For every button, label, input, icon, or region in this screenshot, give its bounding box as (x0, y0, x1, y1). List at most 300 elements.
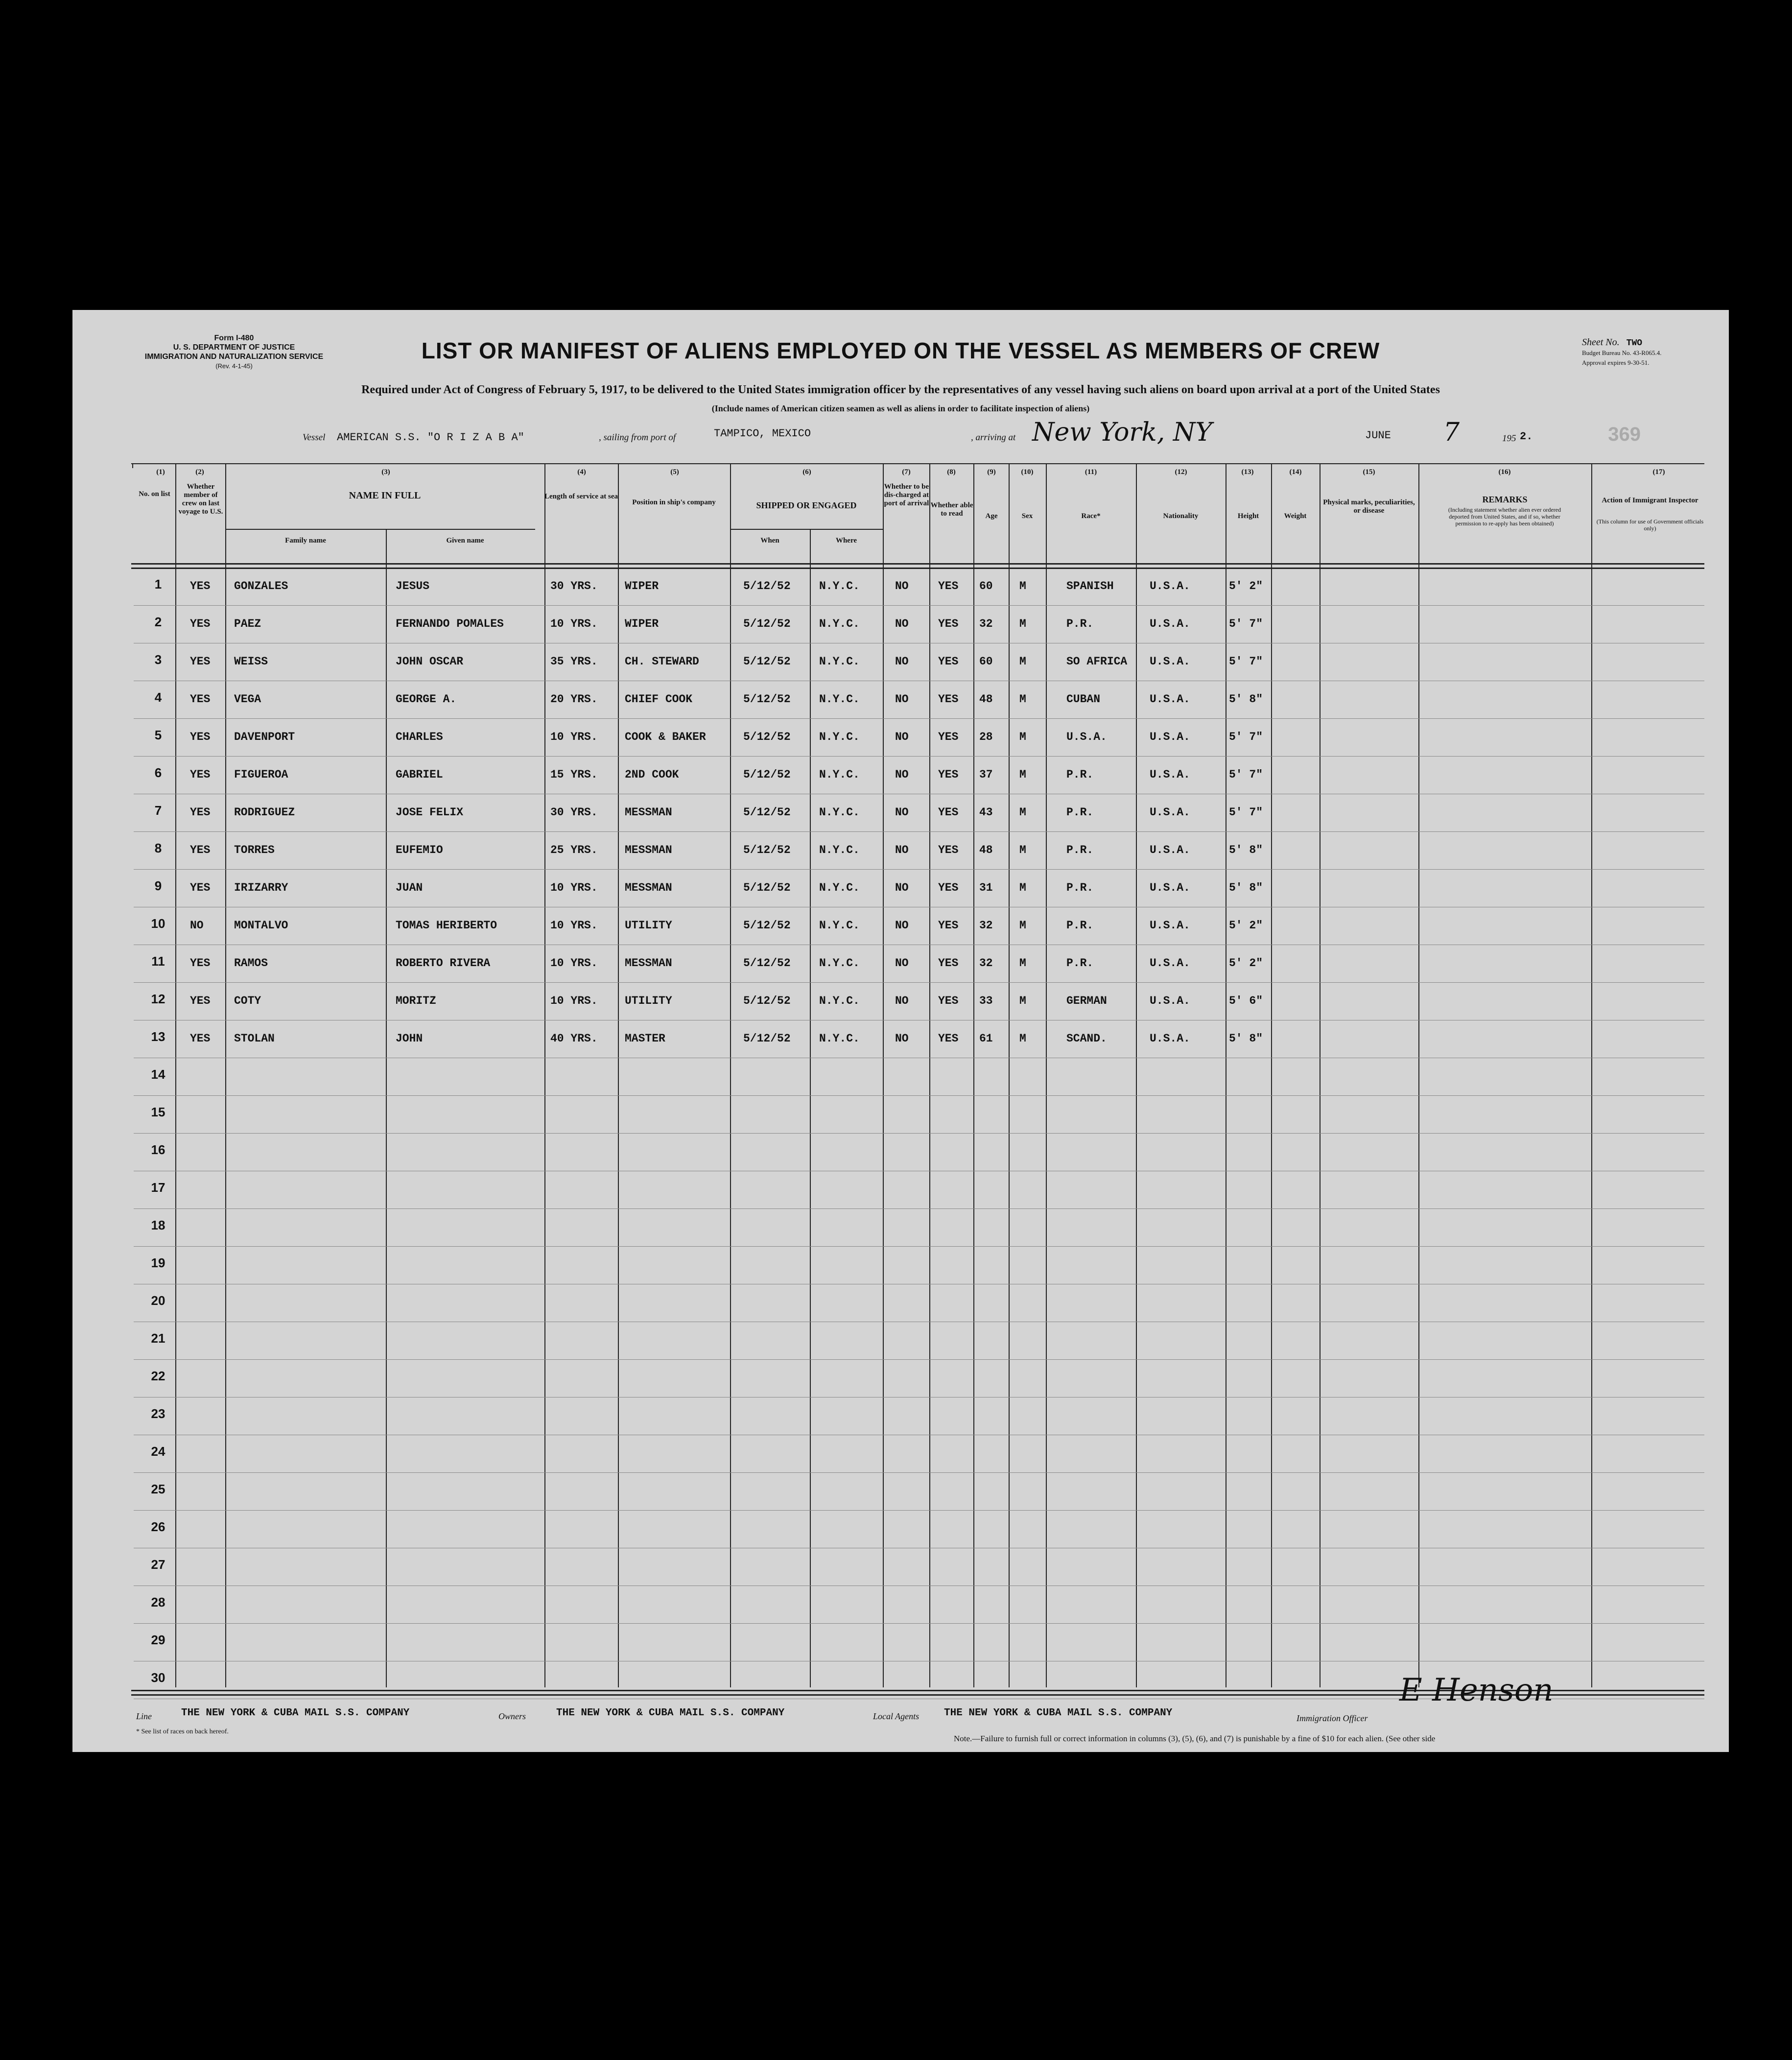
row-number: 1 (154, 577, 162, 592)
sex-value: M (1019, 806, 1026, 819)
form-number: Form I-480 (214, 334, 254, 342)
race-value: P.R. (1066, 617, 1094, 630)
col-head-race: Race* (1081, 512, 1101, 520)
given-name: JOHN OSCAR (396, 655, 464, 668)
family-name: FIGUEROA (234, 768, 288, 781)
age-value: 43 (979, 806, 993, 819)
col-num-1: (1) (156, 468, 165, 476)
family-name: IRIZARRY (234, 881, 288, 894)
race-value: P.R. (1066, 844, 1094, 856)
sex-value: M (1019, 994, 1026, 1007)
col-num-10: (10) (1021, 468, 1034, 476)
empty-row (72, 1397, 1729, 1435)
shipped-where: N.Y.C. (819, 580, 860, 592)
age-value: 61 (979, 1032, 993, 1045)
empty-row (72, 1171, 1729, 1209)
form-revision: (Rev. 4-1-45) (215, 362, 253, 370)
able-to-read: YES (938, 617, 959, 630)
col-num-17: (17) (1652, 468, 1665, 476)
nationality-value: U.S.A. (1150, 957, 1190, 970)
crew-row (72, 757, 1729, 794)
officer-signature: E Henson (1399, 1672, 1554, 1708)
col-num-6: (6) (802, 468, 811, 476)
department: U. S. DEPARTMENT OF JUSTICE (173, 343, 295, 352)
row-number: 22 (151, 1369, 165, 1383)
col-head-given: Given name (446, 537, 484, 545)
age-value: 31 (979, 881, 993, 894)
ship-position: MESSMAN (625, 881, 672, 894)
family-name: RODRIGUEZ (234, 806, 295, 819)
ship-position: MESSMAN (625, 844, 672, 856)
shipped-where: N.Y.C. (819, 1032, 860, 1045)
sheet-label: Sheet No. (1582, 337, 1620, 348)
crew-row (72, 1020, 1729, 1058)
given-name: JESUS (396, 580, 430, 592)
sex-value: M (1019, 768, 1026, 781)
crew-status: YES (190, 580, 211, 592)
sex-value: M (1019, 580, 1026, 592)
able-to-read: YES (938, 844, 959, 856)
col-head-remarks: REMARKS (1482, 495, 1528, 504)
discharged-status: NO (895, 919, 909, 932)
approval-expiry: Approval expires 9-30-51. (1582, 359, 1650, 366)
top-rule (131, 463, 1704, 464)
budget-bureau: Budget Bureau No. 43-R065.4. (1582, 349, 1662, 356)
col-num-16: (16) (1498, 468, 1511, 476)
col-num-13: (13) (1241, 468, 1254, 476)
shipped-when: 5/12/52 (743, 768, 791, 781)
service-length: 35 YRS. (550, 655, 598, 668)
given-name: CHARLES (396, 731, 443, 743)
row-number: 9 (154, 878, 162, 893)
age-value: 28 (979, 731, 993, 743)
given-name: MORITZ (396, 994, 436, 1007)
shipped-where: N.Y.C. (819, 693, 860, 706)
given-name: TOMAS HERIBERTO (396, 919, 497, 932)
empty-row (72, 1511, 1729, 1548)
service-length: 10 YRS. (550, 957, 598, 970)
row-number: 24 (151, 1444, 165, 1459)
sex-value: M (1019, 881, 1026, 894)
shipped-when: 5/12/52 (743, 844, 791, 856)
col-head-read: Whether able to read (930, 501, 973, 518)
age-value: 32 (979, 617, 993, 630)
shipped-where: N.Y.C. (819, 881, 860, 894)
empty-row (72, 1624, 1729, 1661)
sailing-label: , sailing from port of (599, 432, 676, 443)
able-to-read: YES (938, 693, 959, 706)
age-value: 32 (979, 957, 993, 970)
row-number: 29 (151, 1633, 165, 1647)
height-value: 5' 8" (1229, 693, 1263, 706)
race-value: GERMAN (1066, 994, 1107, 1007)
crew-row (72, 832, 1729, 870)
row-number: 21 (151, 1331, 165, 1346)
height-value: 5' 7" (1229, 617, 1263, 630)
sheet-number-block (1582, 337, 1695, 368)
service-length: 30 YRS. (550, 580, 598, 592)
shipped-when: 5/12/52 (743, 919, 791, 932)
row-number: 16 (151, 1142, 165, 1157)
year-prefix: 195 (1502, 433, 1516, 444)
family-name: VEGA (234, 693, 261, 706)
given-name: GABRIEL (396, 768, 443, 781)
crew-row (72, 606, 1729, 643)
able-to-read: YES (938, 806, 959, 819)
empty-row (72, 1284, 1729, 1322)
height-value: 5' 2" (1229, 957, 1263, 970)
col-head-family: Family name (285, 537, 326, 545)
age-value: 48 (979, 693, 993, 706)
vessel-name: AMERICAN S.S. "O R I Z A B A" (337, 431, 524, 444)
race-value: SCAND. (1066, 1032, 1107, 1045)
age-value: 48 (979, 844, 993, 856)
nationality-value: U.S.A. (1150, 768, 1190, 781)
shipped-when: 5/12/52 (743, 957, 791, 970)
shipped-sub-rule (730, 529, 883, 530)
crew-row (72, 907, 1729, 945)
able-to-read: YES (938, 994, 959, 1007)
service-length: 10 YRS. (550, 617, 598, 630)
age-value: 32 (979, 919, 993, 932)
shipped-where: N.Y.C. (819, 655, 860, 668)
col-num-7: (7) (902, 468, 911, 476)
crew-status: YES (190, 693, 211, 706)
row-number: 6 (154, 765, 162, 780)
race-value: CUBAN (1066, 693, 1101, 706)
crew-row (72, 945, 1729, 983)
col-num-2: (2) (195, 468, 204, 476)
service-length: 20 YRS. (550, 693, 598, 706)
row-number: 12 (151, 992, 165, 1006)
nationality-value: U.S.A. (1150, 731, 1190, 743)
family-name: GONZALES (234, 580, 288, 592)
col-num-12: (12) (1175, 468, 1187, 476)
empty-row (72, 1247, 1729, 1284)
given-name: JOSE FELIX (396, 806, 464, 819)
empty-row (72, 1435, 1729, 1473)
row-number: 14 (151, 1067, 165, 1082)
col-num-11: (11) (1085, 468, 1097, 476)
empty-row (72, 1058, 1729, 1096)
row-number: 2 (154, 615, 162, 629)
empty-row (72, 1548, 1729, 1586)
shipped-when: 5/12/52 (743, 617, 791, 630)
nationality-value: U.S.A. (1150, 844, 1190, 856)
height-value: 5' 8" (1229, 1032, 1263, 1045)
col-head-remarks-note: (Including statement whether alien ever ordered deported from United States, and if so, whether permission to re-apply has been obtained) (1448, 506, 1561, 527)
empty-row (72, 1473, 1729, 1511)
race-value: P.R. (1066, 881, 1094, 894)
shipped-when: 5/12/52 (743, 994, 791, 1007)
race-value: SPANISH (1066, 580, 1114, 592)
row-number: 5 (154, 728, 162, 742)
discharged-status: NO (895, 580, 909, 592)
ship-position: COOK & BAKER (625, 731, 706, 743)
discharged-status: NO (895, 957, 909, 970)
family-name: WEISS (234, 655, 268, 668)
manifest-sheet (72, 310, 1729, 1752)
able-to-read: YES (938, 957, 959, 970)
service-length: 10 YRS. (550, 881, 598, 894)
ship-position: WIPER (625, 580, 659, 592)
shipped-when: 5/12/52 (743, 806, 791, 819)
sex-value: M (1019, 617, 1026, 630)
nationality-value: U.S.A. (1150, 1032, 1190, 1045)
height-value: 5' 8" (1229, 881, 1263, 894)
nationality-value: U.S.A. (1150, 881, 1190, 894)
stamp-number: 369 (1608, 424, 1641, 445)
col-head-when: When (760, 537, 779, 545)
shipped-when: 5/12/52 (743, 731, 791, 743)
shipped-where: N.Y.C. (819, 844, 860, 856)
height-value: 5' 7" (1229, 806, 1263, 819)
sex-value: M (1019, 655, 1026, 668)
crew-row (72, 568, 1729, 606)
name-sub-rule (225, 529, 535, 530)
height-value: 5' 2" (1229, 919, 1263, 932)
races-note: * See list of races on back hereof. (136, 1728, 229, 1735)
crew-row (72, 794, 1729, 832)
agents-label: Local Agents (873, 1711, 920, 1721)
discharged-status: NO (895, 844, 909, 856)
vessel-label: Vessel (303, 432, 326, 443)
row-number: 3 (154, 652, 162, 667)
nationality-value: U.S.A. (1150, 994, 1190, 1007)
empty-row (72, 1322, 1729, 1360)
service-length: 40 YRS. (550, 1032, 598, 1045)
page-title: LIST OR MANIFEST OF ALIENS EMPLOYED ON THE VESSEL AS MEMBERS OF CREW (421, 338, 1380, 363)
shipped-where: N.Y.C. (819, 806, 860, 819)
col-head-shipped: SHIPPED OR ENGAGED (756, 500, 857, 510)
service-length: 25 YRS. (550, 844, 598, 856)
discharged-status: NO (895, 1032, 909, 1045)
ship-position: WIPER (625, 617, 659, 630)
height-value: 5' 8" (1229, 844, 1263, 856)
agents-value: THE NEW YORK & CUBA MAIL S.S. COMPANY (944, 1707, 1173, 1719)
page-subtitle: Required under Act of Congress of February 5, 1917, to be delivered to the United States immigration officer by the representatives of any vessel having such aliens on board upon arrival at a port of the United States (361, 383, 1440, 396)
height-value: 5' 7" (1229, 655, 1263, 668)
shipped-when: 5/12/52 (743, 655, 791, 668)
family-name: PAEZ (234, 617, 261, 630)
ship-position: 2ND COOK (625, 768, 679, 781)
nationality-value: U.S.A. (1150, 580, 1190, 592)
col-head-action: Action of Immigrant Inspector (1602, 497, 1698, 504)
owners-label: Owners (498, 1711, 526, 1721)
crew-status: NO (190, 919, 204, 932)
nationality-value: U.S.A. (1150, 693, 1190, 706)
row-number: 4 (154, 690, 162, 705)
arriving-label: , arriving at (971, 432, 1016, 443)
family-name: COTY (234, 994, 261, 1007)
year-suffix: 2. (1520, 430, 1533, 443)
discharged-status: NO (895, 768, 909, 781)
departure-port: TAMPICO, MEXICO (714, 427, 811, 440)
col-head-nationality: Nationality (1163, 512, 1199, 520)
shipped-where: N.Y.C. (819, 994, 860, 1007)
col-num-9: (9) (987, 468, 996, 476)
height-value: 5' 2" (1229, 580, 1263, 592)
col-head-age: Age (985, 512, 998, 520)
ship-position: MESSMAN (625, 957, 672, 970)
sex-value: M (1019, 844, 1026, 856)
service-length: 10 YRS. (550, 994, 598, 1007)
crew-row (72, 719, 1729, 757)
able-to-read: YES (938, 580, 959, 592)
family-name: RAMOS (234, 957, 268, 970)
col-head-crew: Whether member of crew on last voyage to U.S. (178, 483, 223, 516)
shipped-when: 5/12/52 (743, 1032, 791, 1045)
crew-status: YES (190, 957, 211, 970)
line-value: THE NEW YORK & CUBA MAIL S.S. COMPANY (181, 1707, 410, 1719)
nationality-value: U.S.A. (1150, 919, 1190, 932)
row-number: 13 (151, 1029, 165, 1044)
age-value: 60 (979, 655, 993, 668)
able-to-read: YES (938, 1032, 959, 1045)
race-value: P.R. (1066, 768, 1094, 781)
crew-status: YES (190, 994, 211, 1007)
height-value: 5' 6" (1229, 994, 1263, 1007)
given-name: ROBERTO RIVERA (396, 957, 491, 970)
height-value: 5' 7" (1229, 731, 1263, 743)
owners-value: THE NEW YORK & CUBA MAIL S.S. COMPANY (556, 1707, 785, 1719)
family-name: TORRES (234, 844, 275, 856)
row-number: 27 (151, 1557, 165, 1572)
crew-status: YES (190, 617, 211, 630)
ship-position: CH. STEWARD (625, 655, 699, 668)
empty-row (72, 1134, 1729, 1171)
shipped-where: N.Y.C. (819, 957, 860, 970)
age-value: 37 (979, 768, 993, 781)
able-to-read: YES (938, 768, 959, 781)
arrival-day: 7 (1443, 418, 1460, 447)
service-length: 15 YRS. (550, 768, 598, 781)
race-value: P.R. (1066, 919, 1094, 932)
empty-row (72, 1586, 1729, 1624)
sex-value: M (1019, 957, 1026, 970)
crew-status: YES (190, 731, 211, 743)
race-value: U.S.A. (1066, 731, 1107, 743)
col-head-position: Position in ship's company (632, 498, 716, 506)
arrival-month: JUNE (1365, 429, 1391, 442)
row-number: 25 (151, 1482, 165, 1496)
able-to-read: YES (938, 881, 959, 894)
crew-row (72, 643, 1729, 681)
ship-position: MASTER (625, 1032, 665, 1045)
crew-status: YES (190, 881, 211, 894)
line-label: Line (136, 1711, 152, 1721)
empty-row (72, 1209, 1729, 1247)
col-head-height: Height (1237, 512, 1259, 520)
col-head-discharged: Whether to be dis-charged at port of arrival (884, 483, 929, 507)
col-head-weight: Weight (1284, 512, 1307, 520)
given-name: JUAN (396, 881, 423, 894)
row-number: 11 (151, 954, 165, 969)
col-head-sex: Sex (1021, 512, 1033, 520)
shipped-where: N.Y.C. (819, 768, 860, 781)
height-value: 5' 7" (1229, 768, 1263, 781)
ship-position: MESSMAN (625, 806, 672, 819)
discharged-status: NO (895, 994, 909, 1007)
discharged-status: NO (895, 806, 909, 819)
shipped-when: 5/12/52 (743, 881, 791, 894)
arrival-port: New York, NY (1032, 418, 1212, 447)
race-value: P.R. (1066, 957, 1094, 970)
col-head-name: NAME IN FULL (349, 490, 421, 501)
row-number: 8 (154, 841, 162, 855)
col-head-where: Where (835, 537, 857, 545)
family-name: STOLAN (234, 1032, 275, 1045)
race-value: SO AFRICA (1066, 655, 1128, 668)
age-value: 60 (979, 580, 993, 592)
page-subnote: (Include names of American citizen seamen as well as aliens in order to facilitate inspection of aliens) (711, 403, 1090, 413)
crew-status: YES (190, 806, 211, 819)
nationality-value: U.S.A. (1150, 617, 1190, 630)
shipped-when: 5/12/52 (743, 693, 791, 706)
empty-row (72, 1360, 1729, 1397)
shipped-where: N.Y.C. (819, 617, 860, 630)
col-head-action-note: (This column for use of Government officials only) (1596, 518, 1704, 532)
given-name: FERNANDO POMALES (396, 617, 504, 630)
able-to-read: YES (938, 731, 959, 743)
able-to-read: YES (938, 655, 959, 668)
given-name: GEORGE A. (396, 693, 457, 706)
empty-row (72, 1096, 1729, 1134)
crew-status: YES (190, 1032, 211, 1045)
crew-status: YES (190, 655, 211, 668)
row-number: 17 (151, 1180, 165, 1195)
crew-status: YES (190, 768, 211, 781)
crew-row (72, 681, 1729, 719)
given-name: EUFEMIO (396, 844, 443, 856)
officer-label: Immigration Officer (1297, 1713, 1368, 1723)
service-name: IMMIGRATION AND NATURALIZATION SERVICE (144, 353, 324, 361)
discharged-status: NO (895, 731, 909, 743)
sex-value: M (1019, 731, 1026, 743)
shipped-when: 5/12/52 (743, 580, 791, 592)
vessel-line (72, 418, 1688, 447)
row-number: 18 (151, 1218, 165, 1232)
col-head-no: No. on list (139, 490, 170, 498)
discharged-status: NO (895, 693, 909, 706)
col-head-physical: Physical marks, peculiarities, or disease (1323, 498, 1415, 515)
able-to-read: YES (938, 919, 959, 932)
ship-position: CHIEF COOK (625, 693, 693, 706)
service-length: 10 YRS. (550, 919, 598, 932)
family-name: MONTALVO (234, 919, 288, 932)
row-number: 7 (154, 803, 162, 818)
row-number: 26 (151, 1519, 165, 1534)
col-num-5: (5) (670, 468, 679, 476)
crew-status: YES (190, 844, 211, 856)
row-number: 30 (151, 1670, 165, 1685)
col-num-4: (4) (577, 468, 586, 476)
sex-value: M (1019, 693, 1026, 706)
service-length: 10 YRS. (550, 731, 598, 743)
nationality-value: U.S.A. (1150, 806, 1190, 819)
sheet-value: TWO (1626, 338, 1643, 348)
fine-note: Note.—Failure to furnish full or correct information in columns (3), (5), (6), and (7) is punishable by a fine of $10 for each alien. (See other side (954, 1734, 1436, 1743)
ship-position: UTILITY (625, 994, 672, 1007)
col-head-service: Length of service at sea (544, 493, 618, 500)
row-number: 23 (151, 1406, 165, 1421)
col-num-15: (15) (1363, 468, 1375, 476)
row-number: 15 (151, 1105, 165, 1119)
ship-position: UTILITY (625, 919, 672, 932)
discharged-status: NO (895, 617, 909, 630)
row-number: 19 (151, 1255, 165, 1270)
row-number: 10 (151, 916, 165, 931)
